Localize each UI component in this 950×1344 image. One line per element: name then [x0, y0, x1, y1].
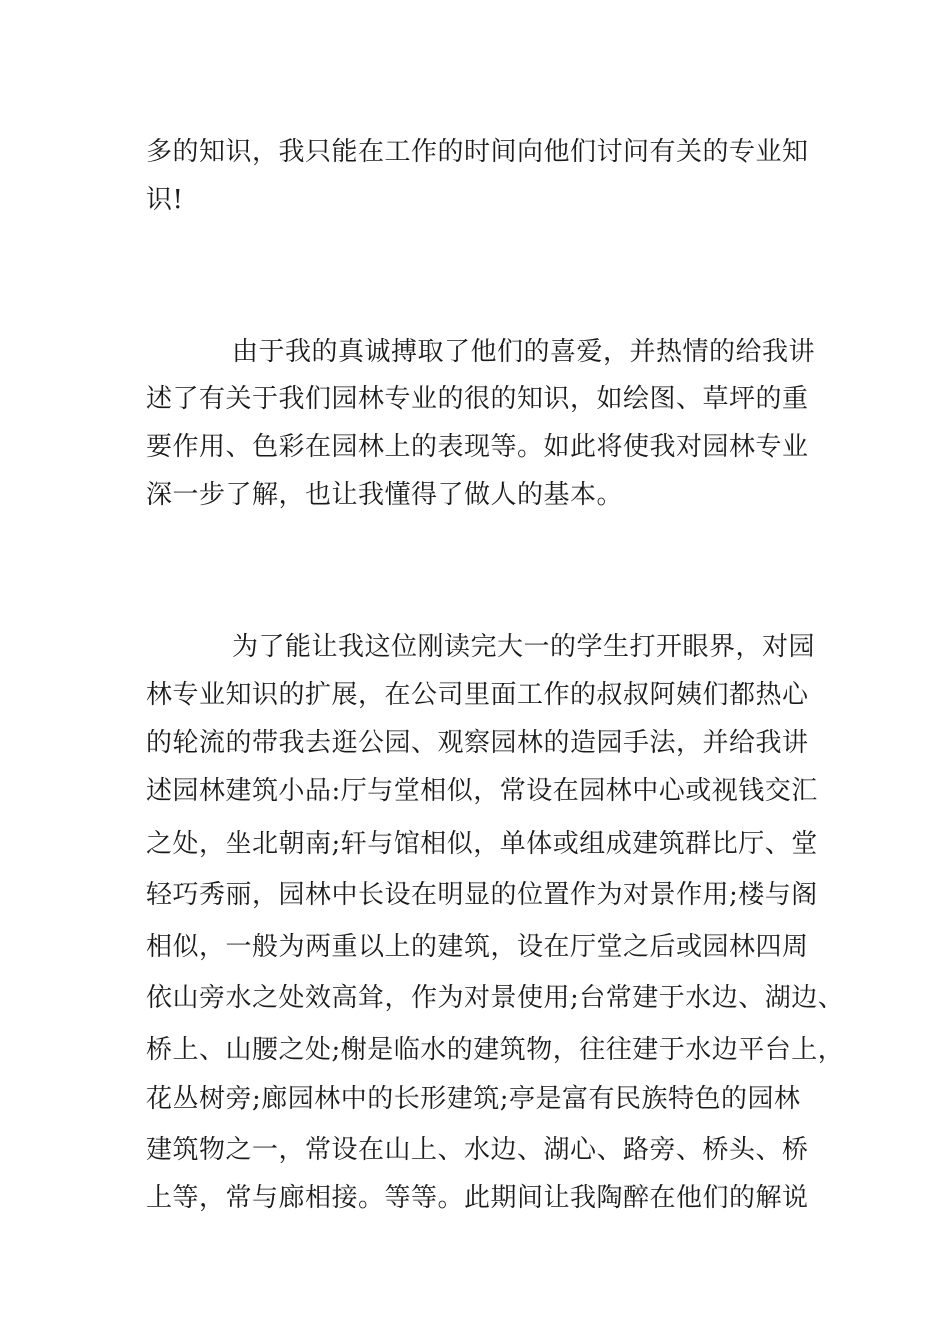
- paragraph-3-line-9: 桥上、山腰之处;榭是临水的建筑物，往往建于水边平台上，: [146, 1035, 845, 1065]
- paragraph-3-line-3: 的轮流的带我去逛公园、观察园林的造园手法，并给我讲: [146, 728, 809, 758]
- paragraph-2-line-1: 由于我的真诚搏取了他们的喜爱，并热情的给我讲: [232, 337, 816, 367]
- paragraph-3-line-5: 之处，坐北朝南;轩与馆相似，单体或组成建筑群比厅、堂: [146, 829, 818, 859]
- paragraph-3-line-10: 花丛树旁;廊园林中的长形建筑;亭是富有民族特色的园林: [146, 1084, 801, 1114]
- paragraph-3-line-11: 建筑物之一，常设在山上、水边、湖心、路旁、桥头、桥: [146, 1135, 809, 1165]
- paragraph-3-line-7: 相似，一般为两重以上的建筑，设在厅堂之后或园林四周: [146, 932, 809, 962]
- paragraph-3-line-4: 述园林建筑小品:厅与堂相似，常设在园林中心或视钱交汇: [146, 776, 818, 806]
- paragraph-3-line-1: 为了能让我这位刚读完大一的学生打开眼界，对园: [232, 632, 816, 662]
- paragraph-3-line-8: 依山旁水之处效高耸，作为对景使用;台常建于水边、湖边、: [146, 983, 845, 1013]
- paragraph-2-line-2: 述了有关于我们园林专业的很的知识，如绘图、草坪的重: [146, 384, 809, 414]
- paragraph-1-line-1: 多的知识，我只能在工作的时间向他们讨问有关的专业知: [146, 137, 809, 167]
- paragraph-2-line-4: 深一步了解，也让我懂得了做人的基本。: [146, 480, 624, 510]
- paragraph-3-line-2: 林专业知识的扩展，在公司里面工作的叔叔阿姨们都热心: [146, 680, 809, 710]
- paragraph-1-line-2: 识!: [146, 185, 184, 215]
- paragraph-3-line-6: 轻巧秀丽，园林中长设在明显的位置作为对景作用;楼与阁: [146, 880, 818, 910]
- paragraph-3-line-12: 上等，常与廊相接。等等。此期间让我陶醉在他们的解说: [146, 1183, 809, 1213]
- paragraph-2-line-3: 要作用、色彩在园林上的表现等。如此将使我对园林专业: [146, 432, 809, 462]
